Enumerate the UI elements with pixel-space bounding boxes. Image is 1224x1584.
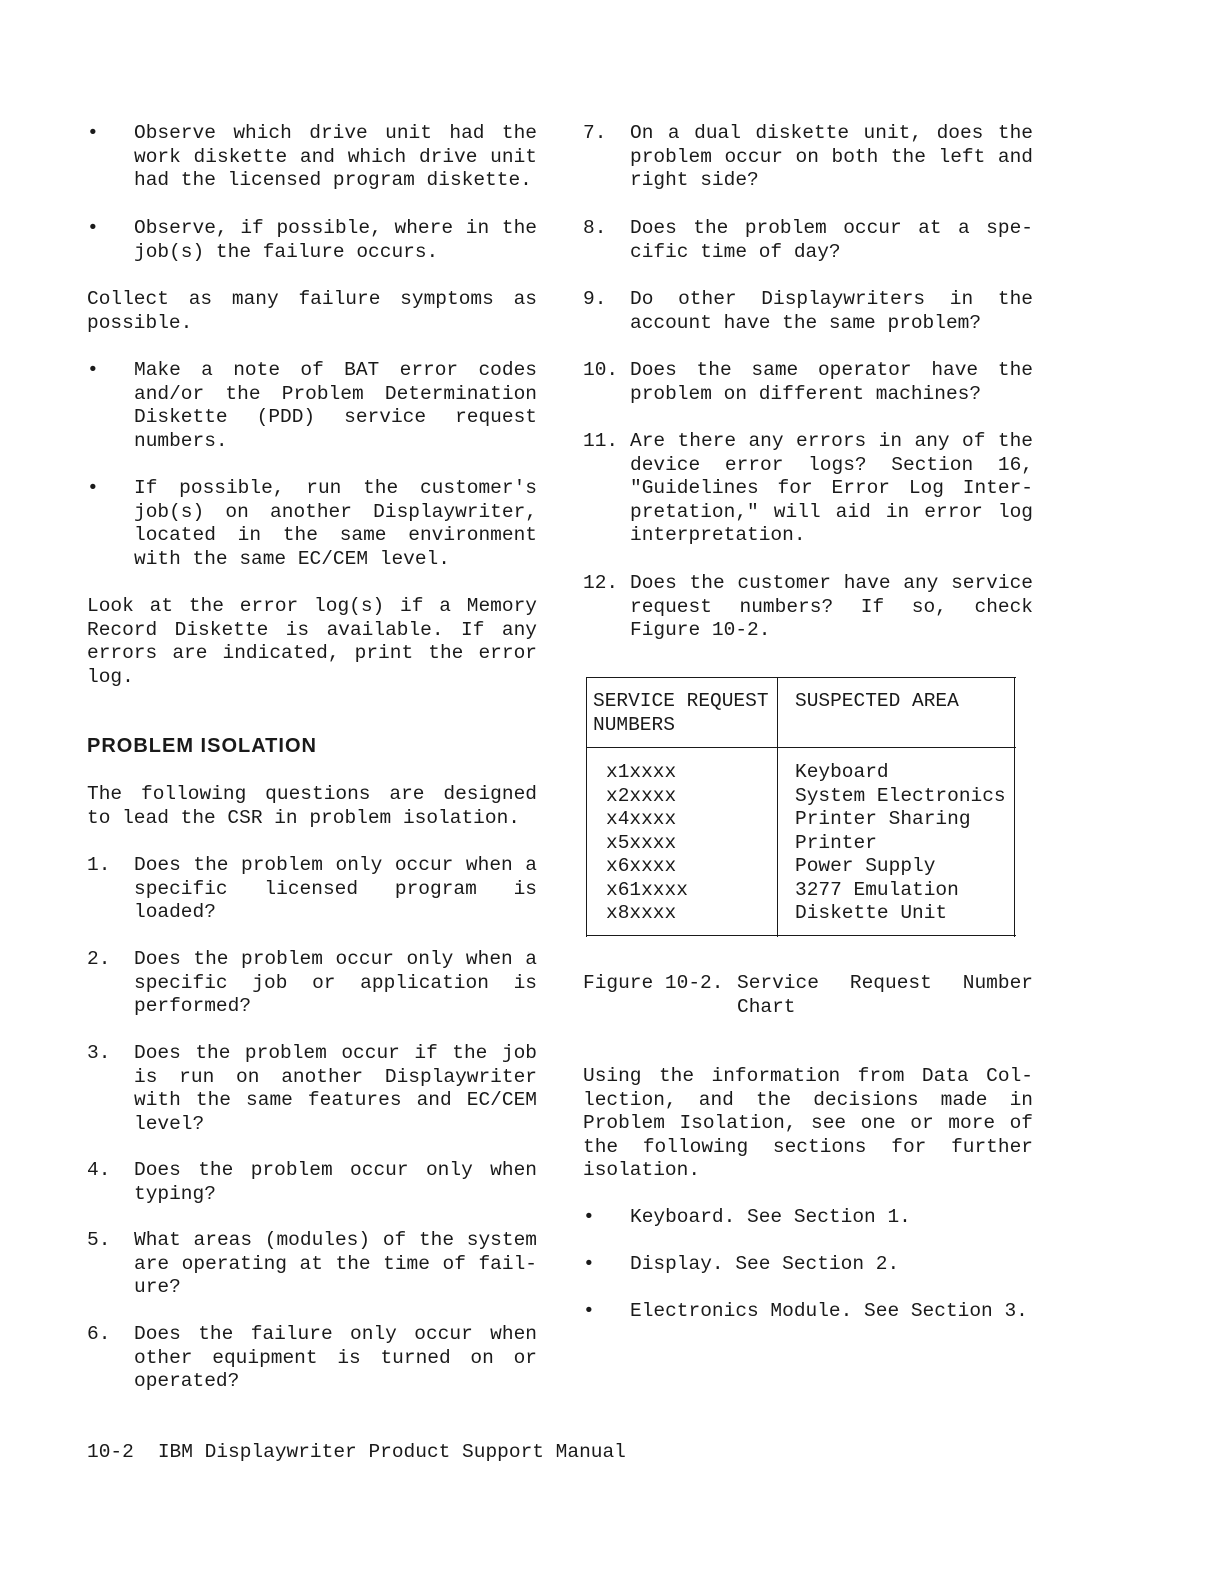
- bullet-marker: •: [87, 359, 99, 381]
- question-item: [583, 122, 1033, 193]
- list-item-text: Keyboard. See Section 1.: [630, 1206, 911, 1228]
- question-item: [583, 430, 1033, 548]
- page-number: 10-2: [87, 1441, 134, 1463]
- table-cell-code: x8xxxx: [606, 902, 677, 924]
- table-header-suspected-area: SUSPECTED AREA: [795, 690, 959, 712]
- table-cell-area: 3277 Emulation: [795, 878, 959, 901]
- question-text: Does the problem only occur when a specific licensed program is loaded?: [134, 854, 537, 923]
- question-number: 6.: [87, 1323, 111, 1345]
- list-item: [583, 1206, 1033, 1230]
- question-number: 9.: [583, 288, 607, 310]
- question-text: Are there any errors in any of the device error logs? Section 16, "Guidelines for Error Log Inter-pretation," will aid in error log interpretation.: [630, 430, 1033, 546]
- question-text: Does the failure only occur when other equipment is turned on or operated?: [134, 1323, 537, 1392]
- list-item: [87, 359, 537, 453]
- question-item: [87, 1229, 537, 1300]
- service-request-codes: [606, 761, 688, 926]
- question-number: 5.: [87, 1229, 111, 1251]
- table-border-top: [586, 677, 1016, 678]
- list-item: [583, 1300, 1033, 1324]
- question-item: [583, 359, 1033, 406]
- table-cell-code: x4xxxx: [606, 808, 677, 830]
- question-number: 12.: [583, 572, 619, 594]
- question-number: 2.: [87, 948, 111, 970]
- suspected-areas: [795, 761, 1006, 926]
- table-header-divider: [586, 747, 1016, 748]
- table-cell-code: x1xxxx: [606, 761, 677, 783]
- table-border-right: [1014, 677, 1015, 937]
- table-cell-area: Printer Sharing: [795, 808, 971, 830]
- table-cell-area: Printer: [795, 831, 877, 854]
- figure-caption-text: Service Request Number Chart: [737, 972, 1033, 1018]
- table-cell-area: Diskette Unit: [795, 902, 948, 924]
- question-item: [87, 1042, 537, 1136]
- question-number: 7.: [583, 122, 607, 144]
- bullet-marker: •: [583, 1253, 595, 1275]
- question-item: [87, 948, 537, 1019]
- list-item-text: Observe, if possible, where in the job(s) the failure occurs.: [134, 217, 537, 263]
- question-item: [583, 572, 1033, 643]
- question-number: 1.: [87, 854, 111, 876]
- figure-caption: [583, 972, 1033, 1019]
- question-text: Do other Displaywriters in the account have the same problem?: [630, 288, 1033, 334]
- list-item-text: If possible, run the customer's job(s) on another Displaywriter, located in the same environment with the same EC/CEM level.: [134, 477, 537, 570]
- bullet-marker: •: [87, 217, 99, 239]
- question-text: Does the problem occur at a spe-cific time of day?: [630, 217, 1033, 263]
- table-border-bottom: [586, 935, 1016, 936]
- table-cell-code: x6xxxx: [606, 855, 677, 877]
- question-text: Does the problem occur if the job is run on another Displaywriter with the same features and EC/CEM level?: [134, 1042, 537, 1135]
- question-item: [583, 217, 1033, 264]
- question-text: Does the problem occur only when a specific job or application is performed?: [134, 948, 537, 1017]
- page-footer: [87, 1441, 626, 1465]
- bullet-marker: •: [87, 122, 99, 144]
- list-item-text: Make a note of BAT error codes and/or the Problem Determination Diskette (PDD) service request numbers.: [134, 359, 537, 452]
- table-column-divider: [777, 677, 778, 937]
- question-text: On a dual diskette unit, does the problem occur on both the left and right side?: [630, 122, 1033, 191]
- table-header-service-request: SERVICE REQUEST NUMBERS: [593, 690, 769, 736]
- table-cell-code: x61xxxx: [606, 878, 688, 901]
- table-cell-code: x2xxxx: [606, 784, 677, 807]
- intro-paragraph: The following questions are designed to lead the CSR in problem isolation.: [87, 783, 537, 829]
- section-heading: PROBLEM ISOLATION: [87, 735, 317, 757]
- question-item: [87, 854, 537, 925]
- service-request-table: [586, 677, 1016, 937]
- table-cell-area: Power Supply: [795, 855, 936, 877]
- bullet-marker: •: [87, 477, 99, 499]
- list-item-text: Observe which drive unit had the work diskette and which drive unit had the licensed program diskette.: [134, 122, 537, 191]
- list-item: [87, 122, 537, 193]
- question-item: [87, 1159, 537, 1206]
- question-text: Does the customer have any service request numbers? If so, check Figure 10-2.: [630, 572, 1033, 641]
- list-item: [583, 1253, 1033, 1277]
- question-number: 10.: [583, 359, 619, 381]
- question-number: 11.: [583, 430, 619, 452]
- question-text: What areas (modules) of the system are operating at the time of fail-ure?: [134, 1229, 537, 1298]
- using-paragraph: Using the information from Data Col-lection, and the decisions made in Problem Isolation, see one or more of the following sections for further isolation.: [583, 1065, 1033, 1181]
- question-number: 3.: [87, 1042, 111, 1064]
- list-item-text: Display. See Section 2.: [630, 1253, 900, 1275]
- list-item: [87, 477, 537, 571]
- list-item-text: Electronics Module. See Section 3.: [630, 1300, 1028, 1322]
- error-log-paragraph: Look at the error log(s) if a Memory Record Diskette is available. If any errors are indicated, print the error log.: [87, 595, 537, 688]
- question-number: 8.: [583, 217, 607, 239]
- collect-paragraph: Collect as many failure symptoms as possible.: [87, 288, 537, 334]
- figure-caption-label: Figure 10-2.: [583, 972, 724, 994]
- question-number: 4.: [87, 1159, 111, 1181]
- bullet-marker: •: [583, 1300, 595, 1322]
- question-text: Does the problem occur only when typing?: [134, 1159, 537, 1205]
- list-item: [87, 217, 537, 264]
- table-cell-area: Keyboard: [795, 761, 889, 783]
- manual-title: IBM Displaywriter Product Support Manual: [157, 1441, 626, 1463]
- question-item: [583, 288, 1033, 335]
- table-border-left: [586, 677, 587, 937]
- question-text: Does the same operator have the problem on different machines?: [630, 359, 1033, 405]
- table-cell-code: x5xxxx: [606, 831, 677, 854]
- question-item: [87, 1323, 537, 1394]
- bullet-marker: •: [583, 1206, 595, 1228]
- table-cell-area: System Electronics: [795, 784, 1006, 807]
